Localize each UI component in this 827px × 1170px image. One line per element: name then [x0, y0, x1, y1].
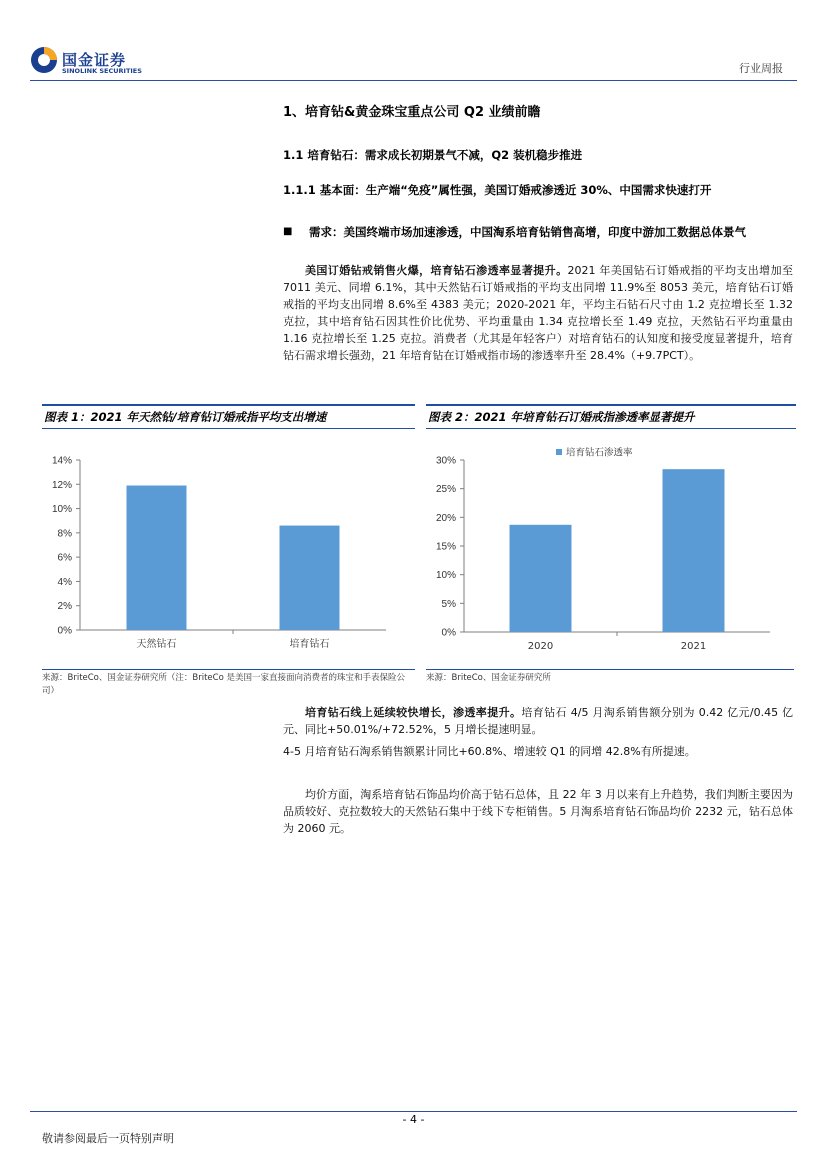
figure-1-title: 图表 1：2021 年天然钻/培育钻订婚戒指平均支出增速	[42, 404, 415, 429]
figure-1-source: 来源：BriteCo、国金证券研究所（注：BriteCo 是美国一家直接面向消费者的珠宝和手表保险公司）	[42, 669, 415, 698]
bullet-text: 需求：美国终端市场加速渗透，中国淘系培育钻销售高增，印度中游加工数据总体景气	[309, 225, 746, 239]
subsubsection-heading: 1.1.1 基本面：生产端“免疫”属性强，美国订婚戒渗透近 30%、中国需求快速打开	[283, 183, 712, 197]
bar	[663, 469, 725, 632]
sinolink-logo-icon	[30, 46, 58, 74]
footer-divider	[30, 1111, 797, 1112]
paragraph-us-engagement	[283, 262, 793, 364]
y-tick-label: 20%	[435, 512, 456, 524]
header-divider	[30, 80, 797, 81]
y-tick-label: 2%	[57, 601, 72, 613]
section-heading: 1、培育钻&黄金珠宝重点公司 Q2 业绩前瞻	[283, 105, 541, 120]
report-type: 行业周报	[739, 62, 783, 75]
square-bullet-icon: ■	[283, 226, 293, 237]
bar	[280, 526, 340, 630]
figure-2-title: 图表 2：2021 年培育钻石订婚戒指渗透率显著提升	[426, 404, 796, 429]
y-tick-label: 15%	[435, 541, 456, 553]
y-tick-label: 4%	[57, 576, 72, 588]
page-number: - 4 -	[402, 1113, 425, 1126]
figure-2-source: 来源：BriteCo、国金证券研究所	[426, 669, 794, 685]
subsection-heading: 1.1 培育钻石：需求成长初期景气不减，Q2 装机稳步推进	[283, 148, 583, 162]
paragraph-lead: 培育钻石线上延续较快增长，渗透率提升。	[305, 706, 522, 719]
paragraph-body: 2021 年美国钻石订婚戒指的平均支出增加至 7011 美元、同增 6.1%，其中天然钻石订婚戒指的平均支出同增 11.9%至 8053 美元，培育钻石订婚戒指的平均支出同增 8.6%至 4383 美元；2020-2021 年，平均主石钻石尺寸由 1.2 克拉增长至 1.32 克拉，其中培育钻石因其性价比优势、平均重量由 1.34 克拉增长至 1.49 克拉，天然钻石平均重量由 1.16 克拉增长至 1.25 克拉。消费者（尤其是年轻客户）对培育钻石的认知度和接受度显著提升，培育钻石需求增长强劲，21 年培育钻在订婚戒指市场的渗透率升至 28.4%（+9.7PCT）。	[283, 264, 794, 362]
legend-swatch	[556, 449, 562, 455]
bullet-point	[283, 223, 793, 241]
y-tick-label: 0%	[441, 627, 456, 639]
company-logo	[30, 43, 160, 81]
x-tick-label: 2021	[680, 641, 707, 652]
x-tick-label: 2020	[527, 641, 554, 652]
bar	[127, 486, 187, 631]
logo-chinese-name: 国金证券	[62, 51, 127, 69]
y-tick-label: 10%	[435, 570, 456, 582]
y-tick-label: 0%	[57, 625, 72, 637]
x-tick-label: 培育钻石	[289, 639, 330, 650]
paragraph-cumulative-growth: 4-5 月培育钻石淘系销售额累计同比+60.8%、增速较 Q1 的同增 42.8%有所提速。	[283, 745, 696, 758]
y-tick-label: 12%	[51, 479, 72, 491]
legend-label: 培育钻石渗透率	[566, 447, 633, 459]
footer-disclaimer: 敬请参阅最后一页特别声明	[42, 1132, 174, 1145]
y-tick-label: 25%	[435, 484, 456, 496]
logo-english-name: SINOLINK SECURITIES	[62, 67, 142, 75]
y-tick-label: 10%	[51, 504, 72, 516]
y-tick-label: 30%	[435, 455, 456, 467]
paragraph-average-price: 均价方面，淘系培育钻石饰品均价高于钻石总体，且 22 年 3 月以来有上升趋势，我们判断主要因为品质较好、克拉数较大的天然钻石集中于线下专柜销售。5 月淘系培育钻石饰品均价 2232 元，钻石总体为 2060 元。	[283, 788, 793, 835]
figure-2-chart	[426, 440, 796, 658]
paragraph-online-growth	[283, 704, 793, 738]
y-tick-label: 6%	[57, 552, 72, 564]
y-tick-label: 5%	[441, 598, 456, 610]
y-tick-label: 14%	[51, 455, 72, 467]
figure-1-chart	[42, 445, 417, 660]
paragraph-body: 培育钻石 4/5 月淘系销售额分别为 0.42 亿元/0.45 亿元、同比+50.01%/+72.52%，5 月增长提速明显。	[283, 706, 793, 736]
y-tick-label: 8%	[57, 528, 72, 540]
x-tick-label: 天然钻石	[136, 639, 177, 650]
paragraph-lead: 美国订婚钻戒销售火爆，培育钻石渗透率显著提升。	[305, 264, 568, 277]
bar	[510, 525, 572, 632]
